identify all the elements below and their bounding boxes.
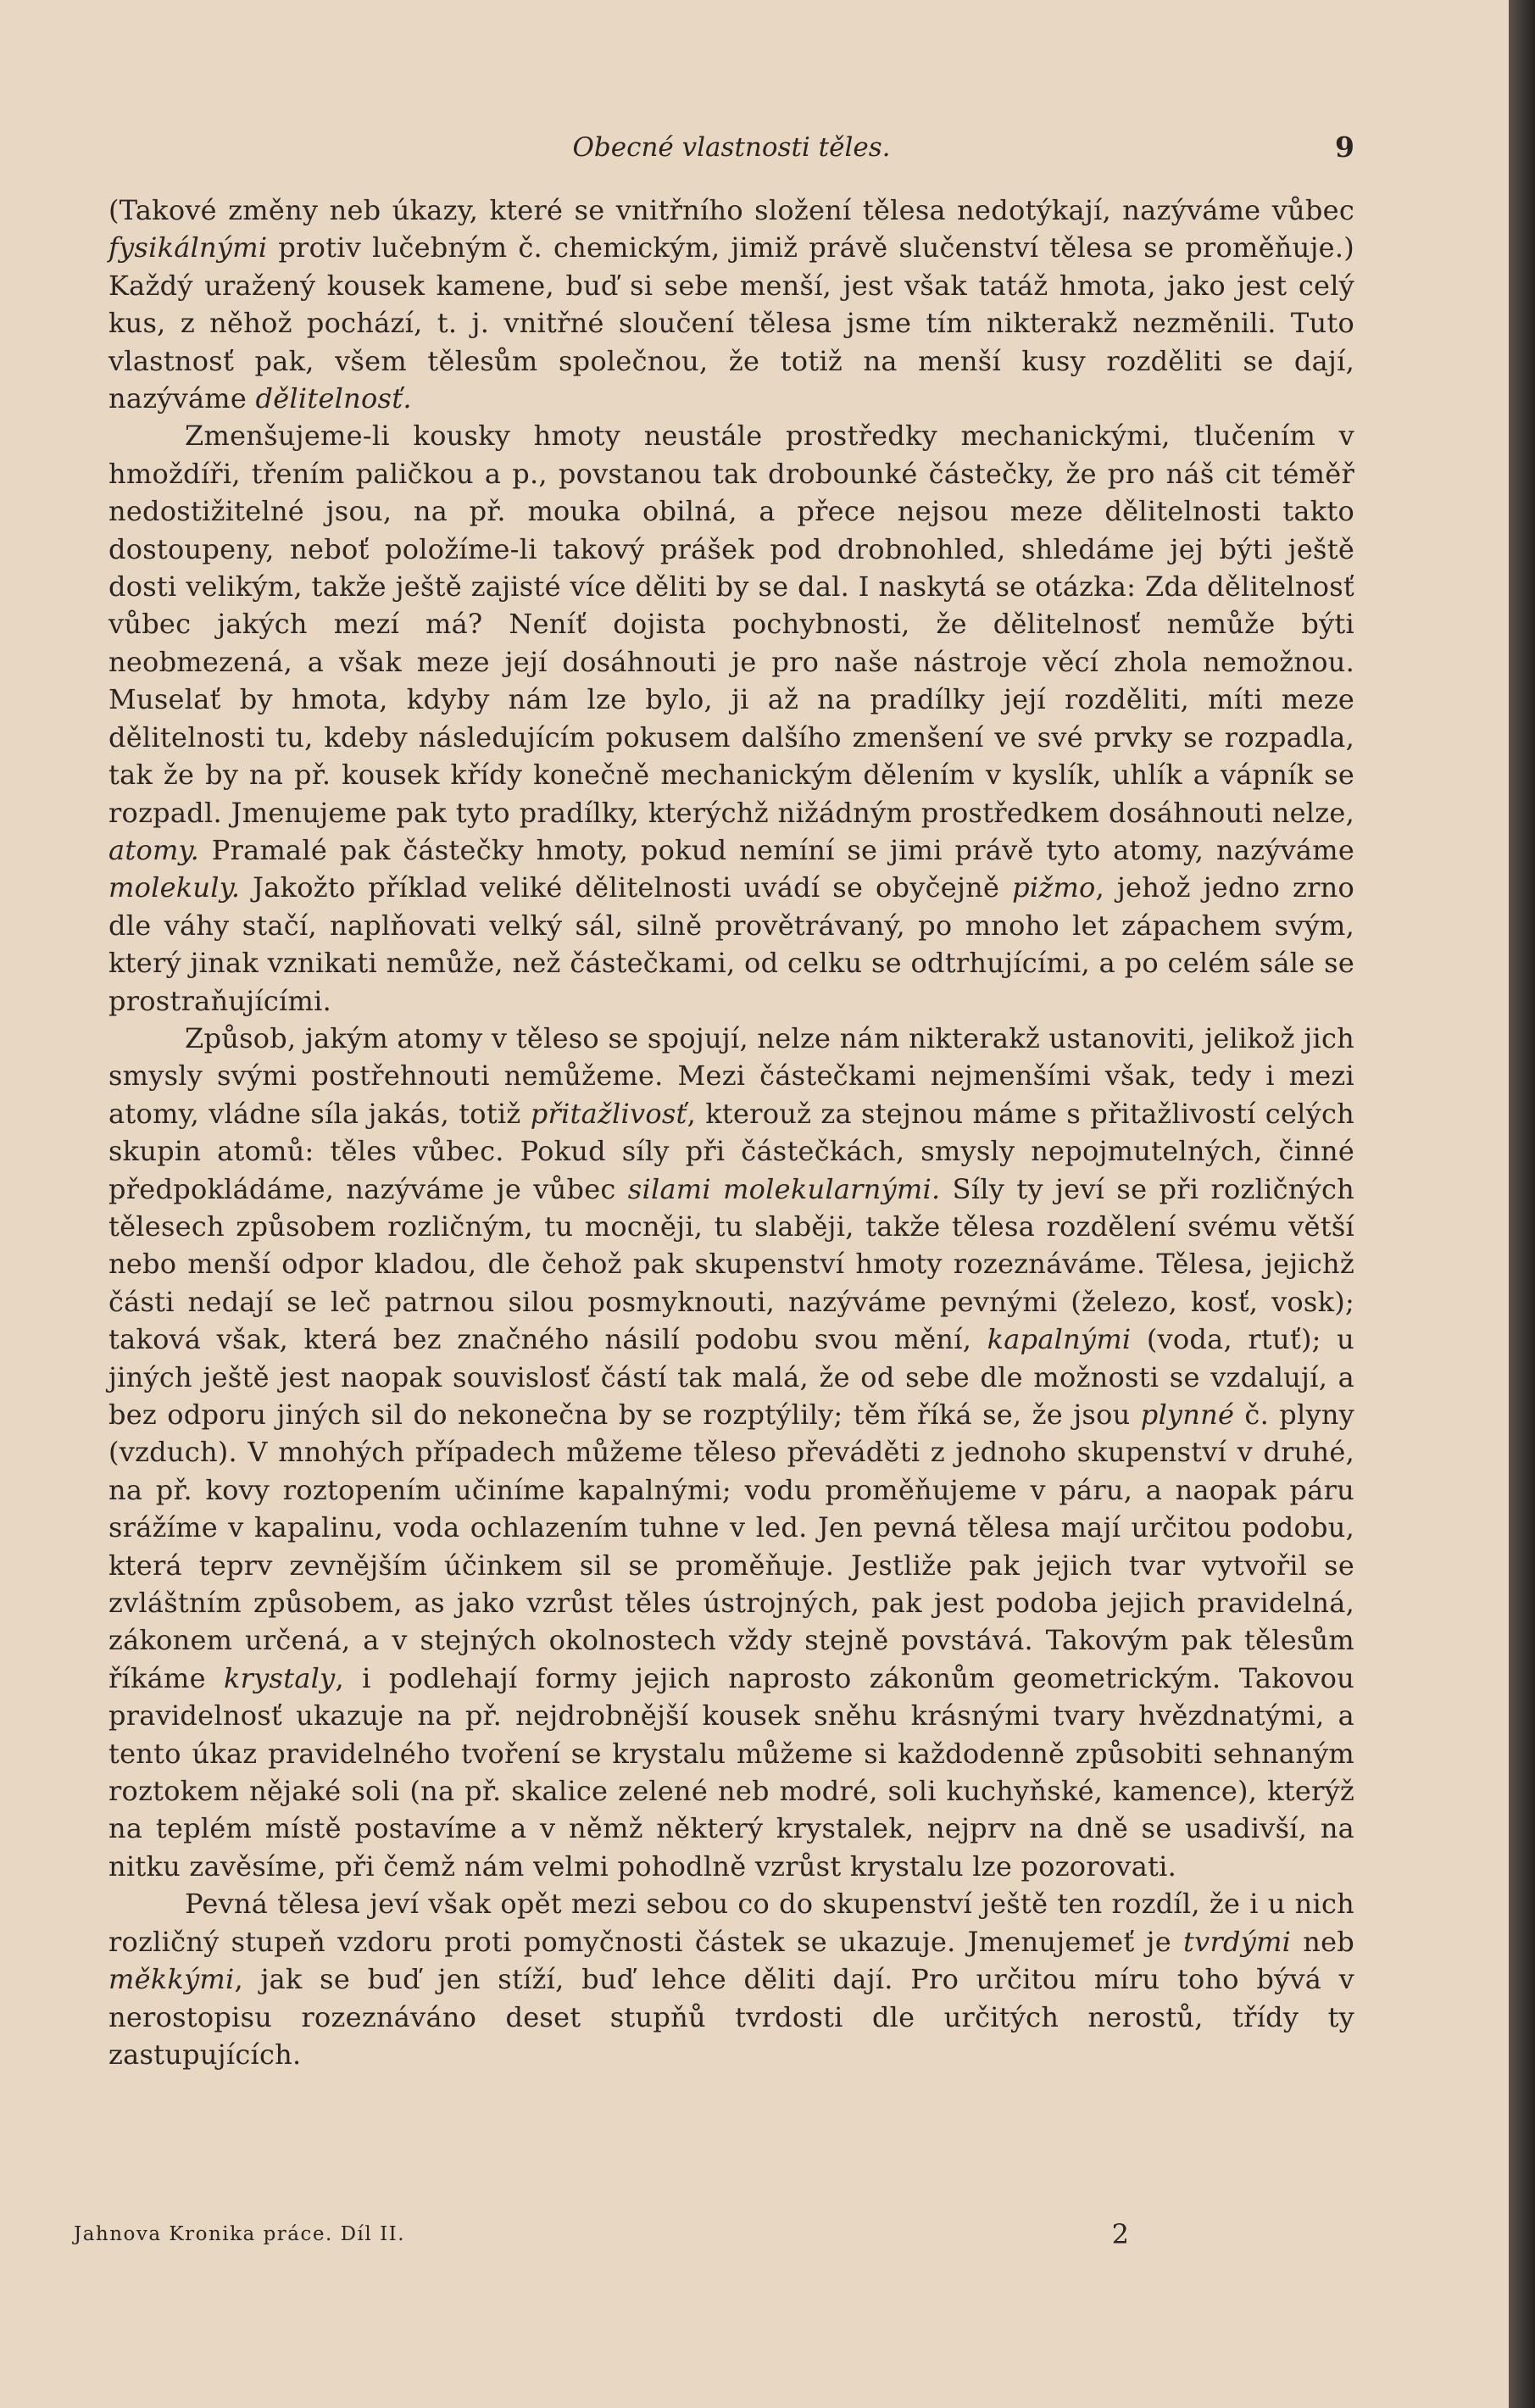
emphasized-term: kapalnými bbox=[987, 1323, 1132, 1356]
text-run: Pevná tělesa jeví však opět mezi sebou co do skupenství ještě ten rozdíl, že i u nich rozličný stupeň vzdoru proti pomyčnosti částek se ukazuje. Jmenujemeť je bbox=[108, 1888, 1354, 1958]
paragraph-1 bbox=[108, 192, 1354, 417]
emphasized-term: atomy. bbox=[108, 833, 200, 866]
text-run: protiv lučebným č. chemickým, jimiž právě slučenství tělesa se proměňuje.) Každý uražený kousek kamene, buď si sebe menší, jest však tatáž hmota, jako jest celý kus, z něhož pochází, t. j. vnitřné sloučení tělesa jsme tím nikterakž nezměnili. Tuto vlastnosť pak, všem tělesům společnou, že totiž na menší kusy rozděliti se dají, nazýváme bbox=[108, 231, 1354, 415]
body-text bbox=[108, 192, 1354, 2073]
text-run: , jak se buď jen stíží, buď lehce děliti dají. Pro určitou míru toho bývá v nerostopisu rozeznáváno deset stupňů tvrdosti dle určitých nerostů, třídy ty zastupujících. bbox=[108, 1963, 1354, 2071]
text-run: Zmenšujeme-li kousky hmoty neustále prostředky mechanickými, tlučením v hmoždíři, třením paličkou a p., povstanou tak drobounké částečky, že pro náš cit téměř nedostižitelné jsou, na př. mouka obilná, a přece nejsou meze dělitelnosti takto dostoupeny, neboť položíme-li takový prášek pod drobnohled, shledáme jej býti ještě dosti velikým, takže ještě zajisté více děliti by se dal. I naskytá se otázka: Zda dělitelnosť vůbec jakých mezí má? Neníť dojista pochybnosti, že dělitelnosť nemůže býti neobmezená, a však meze její dosáhnouti je pro naše nástroje věcí zhola nemožnou. Muselať by hmota, kdyby nám lze bylo, ji až na pradílky její rozděliti, míti meze dělitelnosti tu, kdeby následujícím pokusem dalšího zmenšení ve své prvky se rozpadla, tak že by na př. kousek křídy konečně mechanickým dělením v kyslík, uhlík a vápník se rozpadl. Jmenujeme pak tyto pradílky, kterýchž nižádným prostředkem dosáhnouti nelze, bbox=[108, 420, 1354, 829]
paragraph-3 bbox=[108, 1020, 1354, 1885]
emphasized-term: dělitelnosť. bbox=[255, 382, 412, 415]
paragraph-2 bbox=[108, 417, 1354, 1020]
page-edge-shadow bbox=[1509, 0, 1535, 2408]
emphasized-term: fysikálnými bbox=[108, 231, 268, 264]
emphasized-term: měkkými bbox=[108, 1963, 235, 1996]
text-run: , i podlehají formy jejich naprosto zákonům geometrickým. Takovou pravidelnosť ukazuje na př. nejdrobnější kousek sněhu krásnými tvary hvězdnatými, a tento úkaz pravidelného tvoření se krystalu můžeme si každodenně způsobiti sehnaným roztokem nějaké soli (na př. skalice zelené neb modré, soli kuchyňské, kamence), kterýž na teplém místě postavíme a v němž některý krystalek, nejprv na dně se usadivší, na nitku zavěsíme, při čemž nám velmi pohodlně vzrůst krystalu lze pozorovati. bbox=[108, 1661, 1354, 1882]
emphasized-term: přitažlivosť bbox=[530, 1097, 687, 1130]
text-run: , jehož jedno zrno dle váhy stačí, naplňovati velký sál, silně provětrávaný, po mnoho let zápachem svým, který jinak vznikati nemůže, než částečkami, od celku se odtrhujícími, a po celém sále se prostraňujícími. bbox=[108, 871, 1355, 1017]
text-run: Způsob, jakým atomy v těleso se spojují, nelze nám nikterakž ustanoviti, jelikož jich smysly svými postřehnouti nemůžeme. Mezi částečkami nejmenšími však, tedy i mezi atomy, vládne síla jakás, totiž bbox=[108, 1021, 1354, 1130]
emphasized-term: plynné bbox=[1140, 1399, 1235, 1431]
page-number: 9 bbox=[1335, 131, 1354, 164]
paragraph-4 bbox=[108, 1885, 1354, 2073]
emphasized-term: silami molekularnými. bbox=[627, 1172, 941, 1205]
page-footer bbox=[74, 2217, 1129, 2251]
text-run: (Takové změny neb úkazy, které se vnitřního složení tělesa nedotýkají, nazýváme vůbec bbox=[108, 194, 1354, 226]
emphasized-term: molekuly. bbox=[108, 871, 241, 904]
text-run: č. plyny (vzduch). V mnohých případech můžeme těleso převáděti z jednoho skupenství v druhé, na př. kovy roztopením učiníme kapalnými; vodu proměňujeme v páru, a naopak páru srážíme v kapalinu, voda ochlazením tuhne v led. Jen pevná tělesa mají určitou podobu, která teprv zevnějším účinkem sil se proměňuje. Jestliže pak jejich tvar vytvořil se zvláštním způsobem, as jako vzrůst těles ústrojných, pak jest podoba jejich pravidelná, zákonem určená, a v stejných okolnostech vždy stejně povstává. Takovým pak tělesům říkáme bbox=[108, 1399, 1355, 1694]
emphasized-term: tvrdými bbox=[1183, 1925, 1292, 1958]
printer-signature: Jahnova Kronika práce. Díl II. bbox=[74, 2223, 406, 2245]
text-run: Pramalé pak částečky hmoty, pokud nemíní se jimi právě tyto atomy, nazýváme bbox=[199, 833, 1354, 866]
text-run: , kterouž za stejnou máme s přitažlivostí celých skupin atomů: těles vůbec. Pokud síly při částečkách, smysly nepojmutelných, činné předpokládáme, nazýváme je vůbec bbox=[108, 1097, 1355, 1205]
text-run: Síly ty jeví se při rozličných tělesech způsobem rozličným, tu mocněji, tu slaběji, takže tělesa rozdělení svému větší nebo menší odpor kladou, dle čehož pak skupenství hmoty rozeznáváme. Tělesa, jejichž části nedají se leč patrnou silou posmyknouti, nazýváme pevnými (železo, kosť, vosk); taková však, která bez značného násilí podobu svou mění, bbox=[108, 1172, 1355, 1356]
sheet-number: 2 bbox=[1111, 2218, 1129, 2250]
emphasized-term: pižmo bbox=[1012, 871, 1096, 904]
text-run: neb bbox=[1291, 1925, 1355, 1958]
running-title: Obecné vlastnosti těles. bbox=[572, 132, 891, 163]
text-run: Jakožto příklad veliké dělitelnosti uvádí se obyčejně bbox=[240, 871, 1013, 904]
text-run: (voda, rtuť); u jiných ještě jest naopak souvislosť částí tak malá, že od sebe dle možnosti se vzdalují, a bez odporu jiných sil do nekonečna by se rozptýlily; těm říká se, že jsou bbox=[108, 1323, 1355, 1431]
emphasized-term: krystaly bbox=[224, 1661, 336, 1694]
